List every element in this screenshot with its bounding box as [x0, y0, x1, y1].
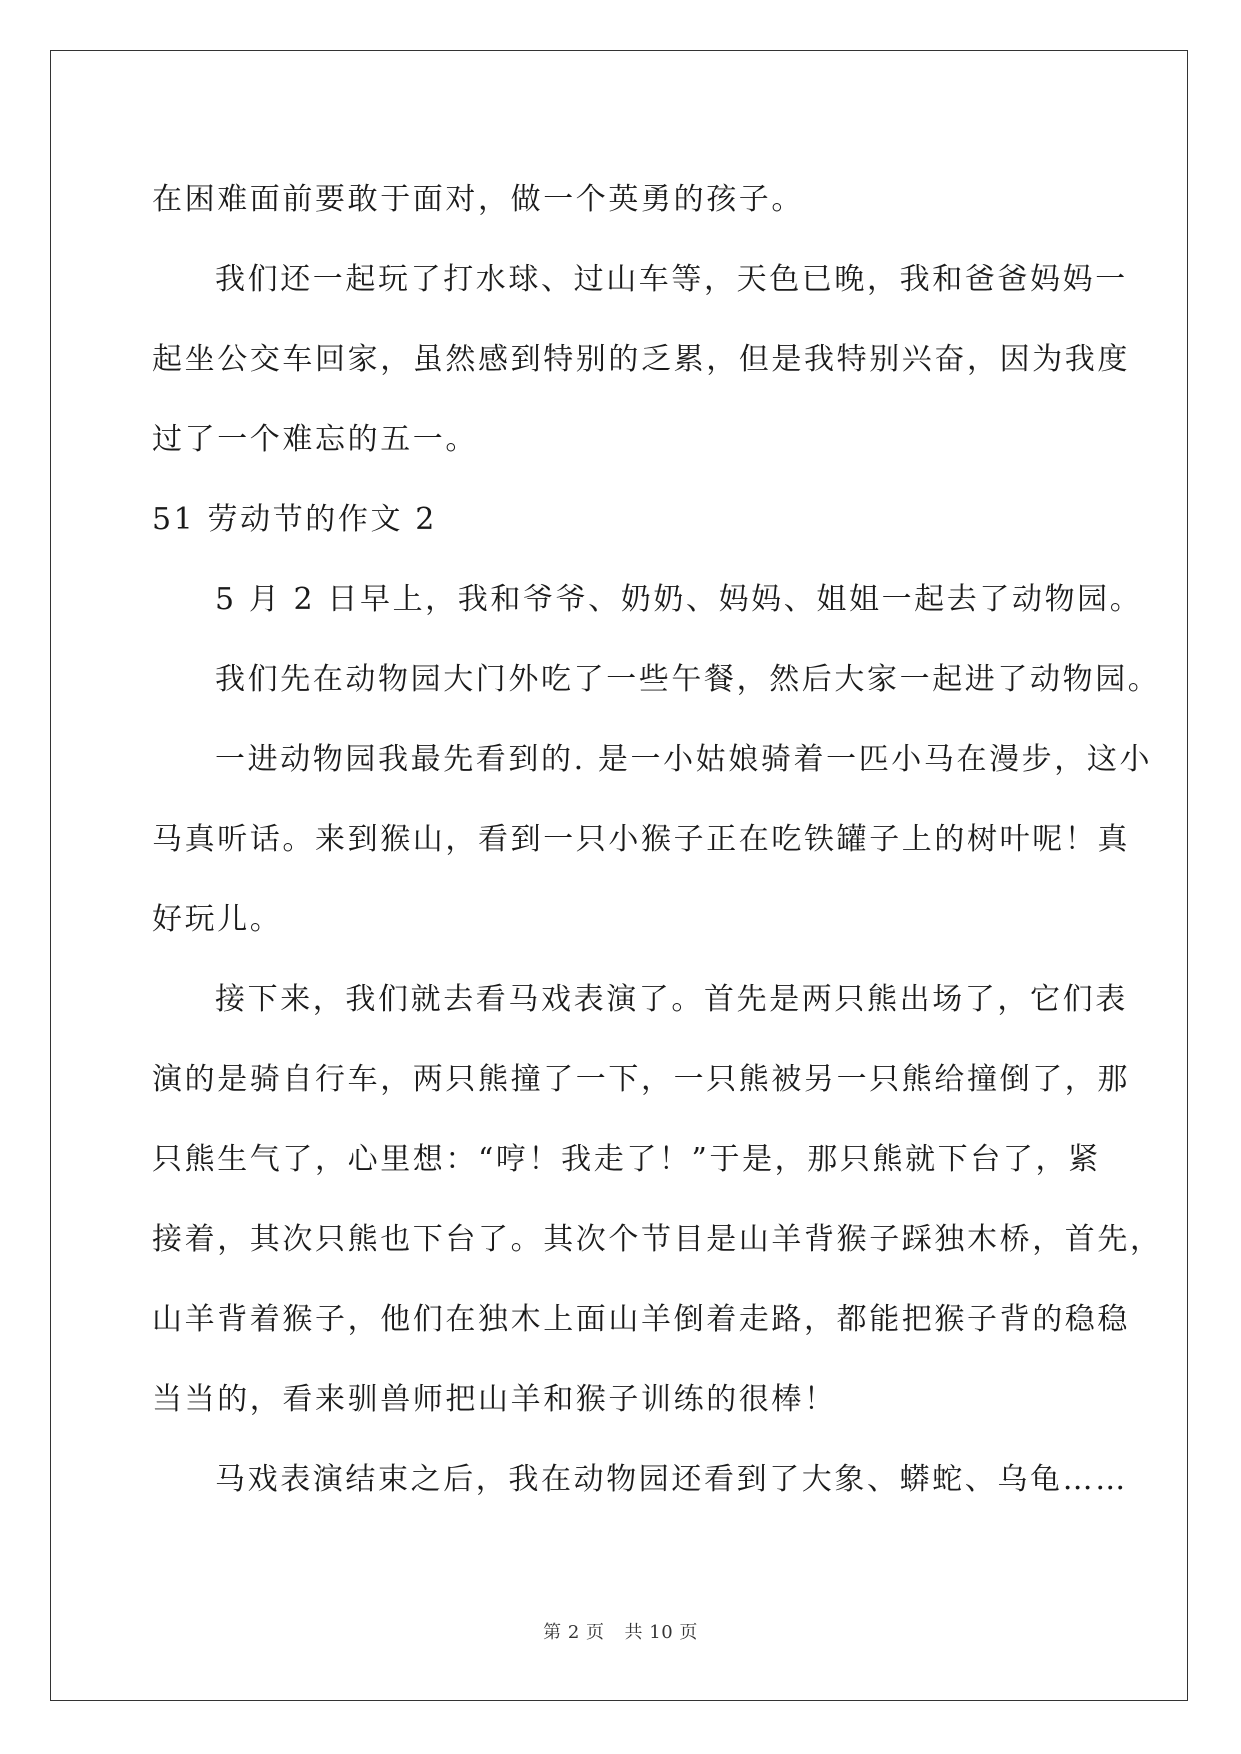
section-heading: 51 劳动节的作文 2 [152, 502, 437, 537]
text-line-16: 当当的，看来驯兽师把山羊和猴子训练的很棒！ [152, 1382, 837, 1417]
page-total: 共 10 页 [624, 1622, 698, 1643]
document-body [152, 160, 1163, 1520]
text-line-13: 只熊生气了，心里想：“哼！我走了！”于是，那只熊就下台了，紧 [152, 1142, 1101, 1177]
text-line-3: 起坐公交车回家，虽然感到特别的乏累，但是我特别兴奋，因为我度 [152, 342, 1130, 377]
text-line-7: 我们先在动物园大门外吃了一些午餐，然后大家一起进了动物园。 [215, 662, 1161, 697]
text-line-1: 在困难面前要敢于面对，做一个英勇的孩子。 [152, 182, 804, 217]
text-line-9: 马真听话。来到猴山，看到一只小猴子正在吃铁罐子上的树叶呢！真 [152, 822, 1130, 857]
text-line-11: 接下来，我们就去看马戏表演了。首先是两只熊出场了，它们表 [215, 982, 1128, 1017]
text-line-10: 好玩儿。 [152, 902, 283, 937]
text-line-6: 5 月 2 日早上，我和爷爷、奶奶、妈妈、姐姐一起去了动物园。 [215, 582, 1143, 617]
text-line-17: 马戏表演结束之后，我在动物园还看到了大象、蟒蛇、乌龟…… [215, 1462, 1128, 1497]
text-line-12: 演的是骑自行车，两只熊撞了一下，一只熊被另一只熊给撞倒了，那 [152, 1062, 1130, 1097]
text-line-2: 我们还一起玩了打水球、过山车等，天色已晚，我和爸爸妈妈一 [215, 262, 1128, 297]
text-line-8: 一进动物园我最先看到的. 是一小姑娘骑着一匹小马在漫步，这小 [215, 742, 1153, 777]
page-number: 第 2 页 [543, 1622, 605, 1643]
text-line-4: 过了一个难忘的五一。 [152, 422, 478, 457]
text-line-15: 山羊背着猴子，他们在独木上面山羊倒着走路，都能把猴子背的稳稳 [152, 1302, 1130, 1337]
page-footer [0, 1618, 1241, 1644]
text-line-14: 接着，其次只熊也下台了。其次个节目是山羊背猴子踩独木桥，首先， [152, 1222, 1163, 1257]
